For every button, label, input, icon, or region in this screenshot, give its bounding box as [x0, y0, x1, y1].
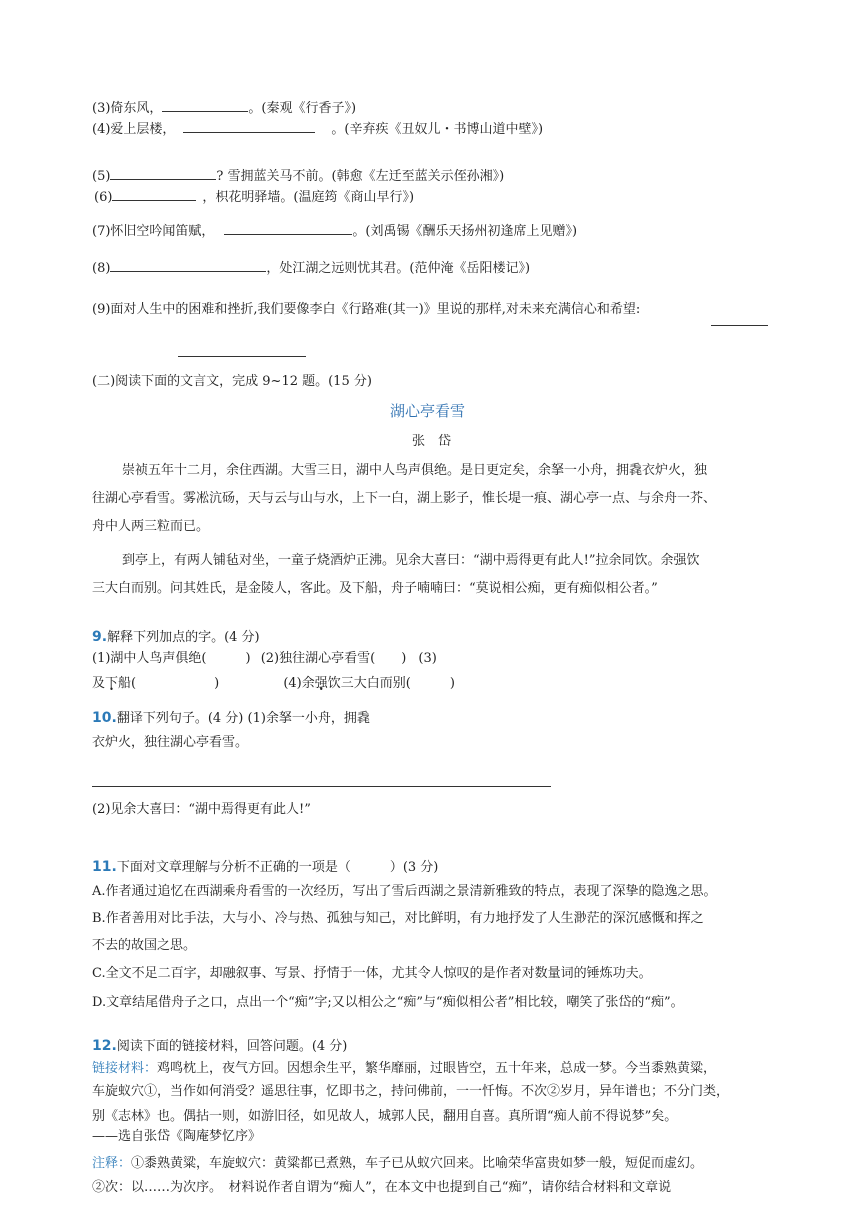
answer-blank[interactable] [110, 165, 216, 180]
q9-item-3-text: 船( ) [118, 676, 220, 691]
question-stem: 翻译下列句子。(4 分) (1)余拏一小舟，拥毳 [116, 711, 370, 726]
article-p2-line1: 到亭上，有两人铺毡对坐，一童子烧酒炉正沸。见余大喜曰：“湖中焉得更有此人!”拉余同饮。余强饮 [122, 553, 700, 568]
question-number: 12. [92, 1038, 117, 1054]
question-number: 9. [92, 629, 108, 645]
q9-item-2: (2)独往湖心亭看雪( ) [260, 651, 407, 666]
article-p1-line3: 舟中人两三粒而已。 [92, 519, 210, 534]
material-source: ——选自张岱《陶庵梦忆序》 [92, 1129, 262, 1144]
answer-blank[interactable] [162, 97, 248, 112]
q9-items-row2 [92, 674, 455, 694]
answer-blank[interactable] [178, 356, 306, 357]
q9-item-4-text: 饮三大白而别( ) [327, 676, 455, 691]
q9-item-3: (3) [418, 651, 437, 666]
option-c: C.全文不足二百字，却融叙事、写景、抒情于一体，尤其令人惊叹的是作者对数量词的锤炼功夫。 [92, 966, 652, 981]
note-line-2: ②次：以……为次序。 材料说作者自谓为“痴人”，在本文中也提到自己“痴”，请你结合材料和文章说 [92, 1180, 672, 1195]
poem-4-source: 。(辛弃疾《丑奴儿・书博山道中壁》) [331, 122, 544, 137]
question-12 [92, 1036, 347, 1057]
poem-8-source: ，处江湖之远则忧其君。(范仲淹《岳阳楼记》) [266, 261, 531, 276]
question-number: 11. [92, 859, 117, 875]
q9-items-row1 [92, 649, 437, 669]
material-label: 链接材料： [92, 1061, 158, 1076]
question-stem: 下面对文章理解与分析不正确的一项是（ ）(3 分) [116, 860, 439, 875]
note-label: 注释： [92, 1156, 132, 1171]
answer-line[interactable] [92, 786, 551, 787]
q10-stem-cont: 衣炉火，独往湖心亭看雪。 [92, 735, 249, 750]
article-p1-line2: 往湖心亭看雪。雾凇沆砀，天与云与山与水，上下一白，湖上影子，惟长堤一痕、湖心亭一点、与余舟一芥、 [92, 491, 717, 506]
option-d: D.文章结尾借舟子之口，点出一个“痴”字;又以相公之“痴”与“痴似相公者”相比较，嘲笑了张岱的“痴”。 [92, 995, 684, 1010]
poem-4-prefix: (4)爱上层楼， [92, 122, 176, 137]
q9-item-3-dotted: 下 [105, 676, 119, 691]
article-title: 湖心亭看雪 [390, 402, 466, 420]
q9-item-4-dotted: 强 [314, 676, 328, 691]
poem-6-prefix: (6) [94, 190, 113, 205]
question-10 [92, 708, 370, 729]
answer-blank[interactable] [224, 210, 352, 235]
question-stem: 阅读下面的链接材料，回答问题。(4 分) [116, 1039, 348, 1054]
material-line-1 [92, 1059, 716, 1079]
poem-3-prefix: (3)倚东风， [92, 101, 163, 116]
poem-item-5 [92, 165, 504, 187]
answer-blank[interactable] [112, 186, 196, 201]
poem-5-source: ? 雪拥蓝关马不前。(韩愈《左迁至蓝关示侄孙湘》) [216, 169, 505, 184]
poem-item-8 [92, 259, 530, 279]
answer-blank[interactable] [183, 118, 315, 133]
poem-item-3 [92, 97, 356, 119]
material-line-3: 别《志林》也。偶拈一则，如游旧径，如见故人，城郭人民，翻用自喜。真所谓“痴人前不得说梦”矣。 [92, 1109, 678, 1124]
note-line-1 [92, 1154, 703, 1174]
poem-6-source: ，枳花明驿墙。(温庭筠《商山早行》) [202, 190, 415, 205]
q10-sentence-2: (2)见余大喜曰：“湖中焉得更有此人!” [92, 802, 311, 817]
question-number: 10. [92, 710, 117, 726]
question-9 [92, 627, 260, 648]
option-b-cont: 不去的故国之思。 [92, 938, 197, 953]
option-a: A.作者通过追忆在西湖乘舟看雪的一次经历，写出了雪后西湖之景清新雅致的特点，表现了深挚的隐逸之思。 [92, 884, 717, 899]
poem-5-prefix: (5) [92, 169, 111, 184]
material-text: 鸡鸣枕上，夜气方回。因想余生平，繁华靡丽，过眼皆空，五十年来，总成一梦。今当黍熟黄粱， [157, 1061, 717, 1076]
poem-item-4 [92, 118, 543, 140]
answer-blank[interactable] [711, 325, 768, 326]
article-p2-line2: 三大白而别。问其姓氏，是金陵人，客此。及下船，舟子喃喃曰：“莫说相公痴，更有痴似相公者。” [92, 581, 658, 596]
article-p1-line1: 崇祯五年十二月，余住西湖。大雪三日，湖中人鸟声俱绝。是日更定矣，余拏一小舟，拥毳衣炉火，独 [122, 463, 708, 478]
q9-item-4-text: (4)余 [283, 676, 315, 691]
poem-3-source: 。(秦观《行香子》) [248, 101, 357, 116]
note-text: ①黍熟黄粱，车旋蚁穴：黄粱都已煮熟，车子已从蚁穴回来。比喻荣华富贵如梦一般，短促而虚幻。 [131, 1156, 704, 1171]
q9-item-3-text: 及 [92, 676, 106, 691]
poem-8-prefix: (8) [92, 261, 111, 276]
poem-9-text: (9)面对人生中的困难和挫折,我们要像李白《行路难(其一)》里说的那样,对未来充满信心和希望: [92, 302, 641, 317]
q9-item-1: (1)湖中人鸟声俱绝( ) [92, 651, 251, 666]
answer-blank[interactable] [110, 263, 266, 272]
poem-item-9 [92, 300, 640, 320]
section-heading: (二)阅读下面的文言文，完成 9~12 题。(15 分) [92, 374, 372, 389]
poem-7-prefix: (7)怀旧空吟闻笛赋， [92, 224, 215, 239]
question-11 [92, 857, 438, 878]
poem-item-6 [94, 186, 414, 208]
article-author: 张 岱 [412, 434, 452, 449]
question-stem: 解释下列加点的字。(4 分) [107, 630, 260, 645]
option-b: B.作者善用对比手法，大与小、冷与热、孤独与知己，对比鲜明，有力地抒发了人生渺茫的深沉感慨和挥之 [92, 911, 704, 926]
poem-item-7 [92, 210, 577, 242]
poem-7-source: 。(刘禹锡《酬乐天扬州初逢席上见赠》) [352, 224, 578, 239]
material-line-2: 车旋蚁穴①，当作如何消受？遥思往事，忆即书之，持问佛前，一一忏悔。不次②岁月，异年谱也；不分门类， [92, 1084, 730, 1099]
